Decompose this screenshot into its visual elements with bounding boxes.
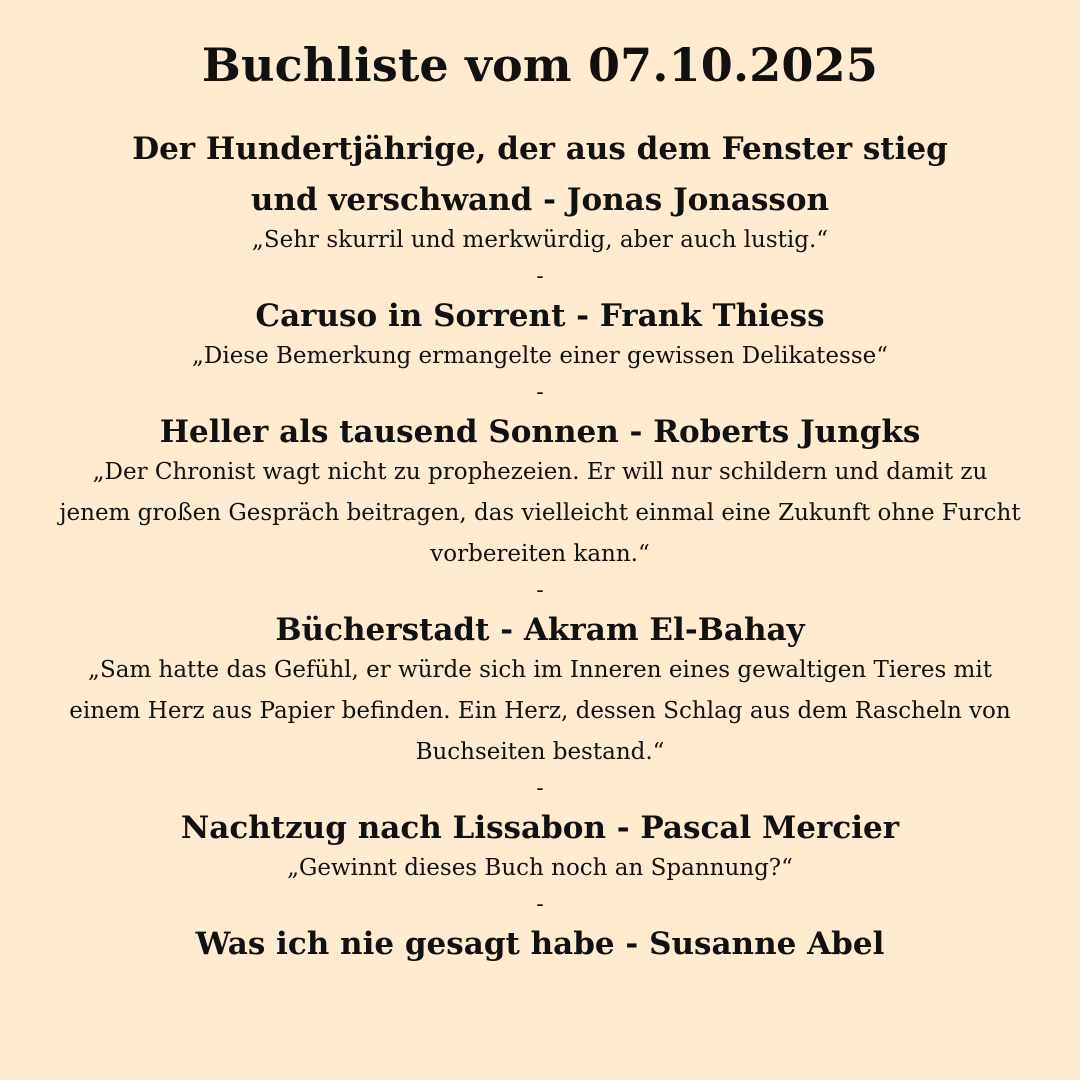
book-quote: „Diese Bemerkung ermangelte einer gewissen Delikatesse“ bbox=[191, 343, 889, 369]
book-title-author: Bücherstadt - Akram El-Bahay bbox=[275, 612, 805, 648]
book-quote: „Sehr skurril und merkwürdig, aber auch lustig.“ bbox=[251, 227, 829, 253]
book-entry bbox=[0, 124, 1080, 261]
book-title-author: Caruso in Sorrent - Frank Thiess bbox=[255, 298, 825, 334]
separator: - bbox=[536, 264, 544, 289]
page-title: Buchliste vom 07.10.2025 bbox=[201, 38, 879, 92]
book-quote: „Sam hatte das Gefühl, er würde sich im Inneren eines gewaltigen Tieres mit einem Herz aus Papier befinden. Ein Herz, dessen Schlag aus dem Rascheln von Buchseiten bestand.“ bbox=[69, 657, 1011, 765]
separator: - bbox=[536, 380, 544, 405]
book-entry bbox=[0, 803, 1080, 889]
book-quote: „Gewinnt dieses Buch noch an Spannung?“ bbox=[287, 855, 793, 881]
book-entry bbox=[0, 605, 1080, 773]
separator: - bbox=[536, 892, 544, 917]
book-list bbox=[0, 124, 1080, 970]
separator: - bbox=[536, 578, 544, 603]
book-entry bbox=[0, 407, 1080, 575]
book-entry bbox=[0, 919, 1080, 970]
book-title-author: Heller als tausend Sonnen - Roberts Jungks bbox=[159, 414, 921, 450]
book-quote: „Der Chronist wagt nicht zu prophezeien. Er will nur schildern und damit zu jenem großen Gespräch beitragen, das vielleicht einmal eine Zukunft ohne Furcht vorbereiten kann.“ bbox=[59, 459, 1021, 567]
book-title-author: Was ich nie gesagt habe - Susanne Abel bbox=[195, 926, 885, 962]
book-title-author: Der Hundertjährige, der aus dem Fenster stieg und verschwand - Jonas Jonasson bbox=[132, 131, 948, 218]
separator: - bbox=[536, 776, 544, 801]
book-title-author: Nachtzug nach Lissabon - Pascal Mercier bbox=[180, 810, 900, 846]
book-entry bbox=[0, 291, 1080, 377]
